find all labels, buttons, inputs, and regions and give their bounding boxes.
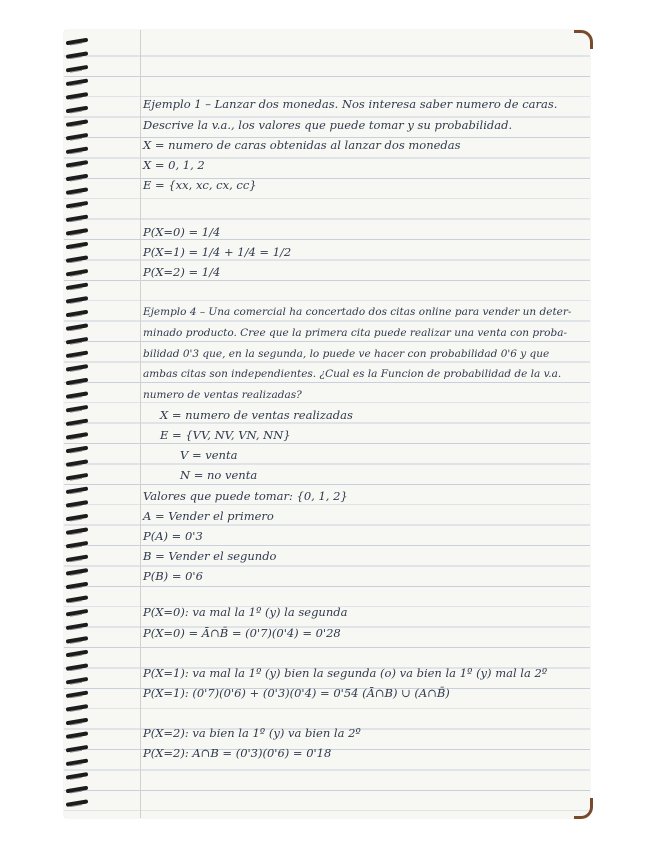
example-4-n-def: N = no venta — [180, 468, 258, 482]
example-4-values: Valores que puede tomar: {0, 1, 2} — [143, 489, 348, 503]
example-4-x2-desc: P(X=2): va bien la 1º (y) va bien la 2º — [143, 726, 361, 740]
example-1-p0: P(X=0) = 1/4 — [143, 225, 221, 239]
example-4-line-3: bilidad 0'3 que, en la segunda, lo puede ve hacer con probabilidad 0'6 y que — [143, 348, 550, 360]
example-4-sample-space: E = {VV, NV, VN, NN} — [160, 428, 291, 442]
example-4-pa: P(A) = 0'3 — [143, 529, 203, 543]
example-1-p1: P(X=1) = 1/4 + 1/4 = 1/2 — [143, 245, 292, 259]
example-4-variable: X = numero de ventas realizadas — [160, 408, 353, 422]
example-4-x0-calc: P(X=0) = Ā∩B̄ = (0'7)(0'4) = 0'28 — [143, 626, 341, 640]
example-4-x2-calc: P(X=2): A∩B = (0'3)(0'6) = 0'18 — [143, 746, 332, 760]
example-4-x0-desc: P(X=0): va mal la 1º (y) la segunda — [143, 605, 348, 619]
example-4-a-def: A = Vender el primero — [143, 509, 274, 523]
spiral-binding-icon — [0, 0, 100, 848]
example-4-b-def: B = Vender el segundo — [143, 549, 277, 563]
example-4-line-4: ambas citas son independientes. ¿Cual es la Funcion de probabilidad de la v.a. — [143, 368, 562, 380]
example-4-line-5: numero de ventas realizadas? — [143, 389, 302, 401]
example-1-p2: P(X=2) = 1/4 — [143, 265, 221, 279]
example-1-heading: Ejemplo 1 – Lanzar dos monedas. Nos interesa saber numero de caras. — [143, 97, 558, 111]
example-4-heading: Ejemplo 4 – Una comercial ha concertado dos citas online para vender un deter- — [143, 306, 572, 318]
example-4-x1-calc: P(X=1): (0'7)(0'6) + (0'3)(0'4) = 0'54 (Ā∩B) ∪ (A∩B̄) — [143, 686, 450, 700]
example-1-variable: X = numero de caras obtenidas al lanzar dos monedas — [143, 138, 461, 152]
example-1-sample-space: E = {xx, xc, cx, cc} — [143, 178, 257, 192]
example-1-values: X = 0, 1, 2 — [143, 158, 205, 172]
example-4-line-2: minado producto. Cree que la primera cita puede realizar una venta con proba- — [143, 327, 567, 339]
example-4-v-def: V = venta — [180, 448, 238, 462]
example-4-x1-desc: P(X=1): va mal la 1º (y) bien la segunda (o) va bien la 1º (y) mal la 2º — [143, 666, 548, 680]
binder-clip-bottom-icon — [574, 798, 593, 819]
example-4-pb: P(B) = 0'6 — [143, 569, 203, 583]
binder-clip-top-icon — [574, 30, 593, 49]
example-1-prompt: Descrive la v.a., los valores que puede tomar y su probabilidad. — [143, 118, 513, 132]
